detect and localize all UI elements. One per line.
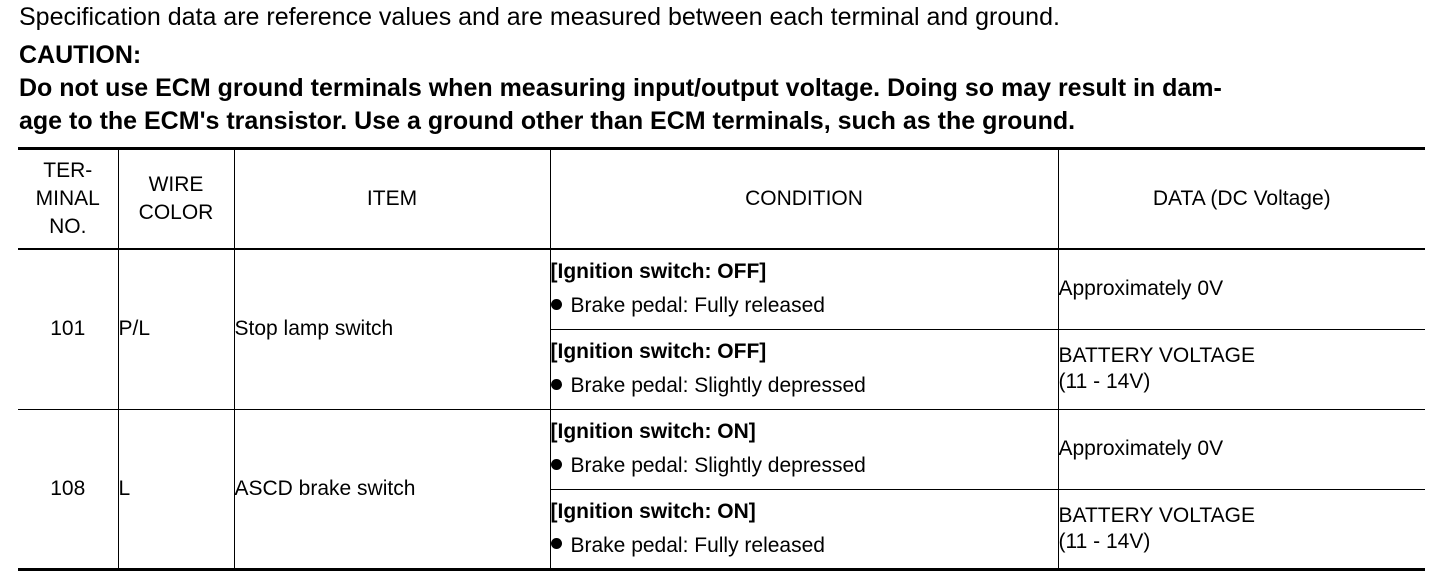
wire-color: P/L xyxy=(118,249,234,409)
data-cell xyxy=(1058,249,1425,329)
bullet-text: Brake pedal: Slightly depressed xyxy=(570,454,866,477)
terminal-number: 101 xyxy=(18,249,118,409)
condition-cell xyxy=(550,329,1058,409)
caution-line-2: age to the ECM's transistor. Use a ground other than ECM terminals, such as the ground. xyxy=(19,107,1076,135)
data-value: BATTERY VOLTAGE xyxy=(1058,344,1255,367)
data-value: BATTERY VOLTAGE xyxy=(1058,503,1255,527)
ignition-condition: [Ignition switch: OFF] xyxy=(550,340,767,363)
bullet-text: Brake pedal: Slightly depressed xyxy=(570,374,866,397)
caution-title: CAUTION: xyxy=(19,41,142,69)
header-data: DATA (DC Voltage) xyxy=(1058,149,1425,250)
ignition-condition: [Ignition switch: ON] xyxy=(550,420,756,443)
header-condition: CONDITION xyxy=(550,149,1058,250)
data-cell xyxy=(1058,329,1425,409)
table-row xyxy=(18,249,1425,329)
bullet-icon xyxy=(551,379,562,390)
caution-line-1: Do not use ECM ground terminals when measuring input/output voltage. Doing so may result in dam- xyxy=(19,74,1222,102)
ignition-condition: [Ignition switch: OFF] xyxy=(550,260,767,284)
condition-cell xyxy=(550,489,1058,569)
header-terminal-line-2: MINAL xyxy=(35,187,100,210)
caution-text xyxy=(19,72,1429,138)
ignition-condition: [Ignition switch: ON] xyxy=(550,499,756,523)
intro-text: Specification data are reference values and are measured between each terminal and ground. xyxy=(19,3,1060,31)
data-cell xyxy=(1058,489,1425,569)
data-value-range: (11 - 14V) xyxy=(1058,370,1151,393)
bullet-icon xyxy=(551,299,562,310)
header-terminal-line-1: TER- xyxy=(43,159,93,182)
terminal-number: 108 xyxy=(18,409,118,569)
header-wire-line-1: WIRE xyxy=(148,173,204,196)
data-value: Approximately 0V xyxy=(1058,437,1224,460)
table-header-row xyxy=(18,149,1425,250)
data-cell xyxy=(1058,409,1425,489)
item-name: Stop lamp switch xyxy=(234,249,550,409)
condition-bullet xyxy=(551,532,1058,560)
condition-bullet xyxy=(551,372,1058,400)
header-terminal-no xyxy=(18,149,118,250)
table-row xyxy=(18,409,1425,489)
header-wire-line-2: COLOR xyxy=(138,201,214,224)
header-wire-color xyxy=(118,149,234,250)
data-value: Approximately 0V xyxy=(1058,277,1224,301)
bullet-text: Brake pedal: Fully released xyxy=(570,533,825,557)
wire-color: L xyxy=(118,409,234,569)
condition-cell xyxy=(550,249,1058,329)
item-name: ASCD brake switch xyxy=(234,409,550,569)
header-terminal-line-3: NO. xyxy=(49,215,87,238)
bullet-icon xyxy=(551,538,562,549)
data-value-range: (11 - 14V) xyxy=(1058,529,1151,553)
bullet-icon xyxy=(551,459,562,470)
header-item: ITEM xyxy=(234,149,550,250)
bullet-text: Brake pedal: Fully released xyxy=(570,294,825,318)
condition-bullet xyxy=(551,452,1058,480)
terminal-spec-table xyxy=(18,147,1425,571)
condition-bullet xyxy=(551,292,1058,320)
condition-cell xyxy=(550,409,1058,489)
